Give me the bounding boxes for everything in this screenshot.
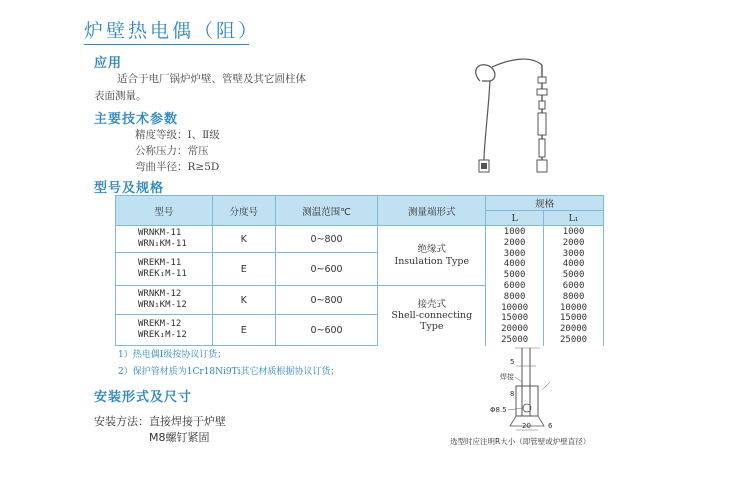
note-grade: 1）热电偶Ⅰ级按协议订货； [118, 350, 227, 360]
terminal-type-cn: 接壳式 [417, 299, 447, 311]
model-code: WREK₁M-12 [138, 330, 187, 341]
l-value: 4000 [503, 259, 526, 270]
thermocouple-illustration [470, 55, 560, 185]
l-value: 5000 [503, 270, 526, 281]
model-cell [116, 315, 213, 346]
col-graduation-header: 分度号 [212, 196, 275, 226]
l-value: 25000 [501, 334, 529, 345]
page-title: 炉壁热电偶（阻） [84, 20, 261, 42]
drawing-caption: 选型时应注明R大小（即管壁或炉壁直径） [450, 437, 591, 446]
model-code: WREKM-11 [138, 258, 182, 268]
range-cell: 0~600 [275, 253, 378, 286]
weld-label: 焊接 [500, 373, 514, 381]
model-code: WRNKM-11 [138, 228, 182, 238]
l1-value: 1000 [562, 227, 585, 237]
terminal-type-en: Type [420, 321, 444, 333]
l-value: 3000 [503, 248, 526, 259]
dim-5-label: 5 [510, 358, 515, 366]
graduation-cell: E [212, 253, 275, 286]
graduation-cell: K [212, 286, 275, 315]
install-heading: 安装形式及尺寸 [94, 390, 193, 405]
bend-radius-param: 弯曲半径：R≥5D [135, 161, 220, 173]
graduation-cell: E [212, 315, 275, 346]
install-screw: M8螺钉紧固 [149, 431, 210, 444]
terminal-type-en: Insulation Type [394, 255, 470, 267]
l-value: 8000 [503, 291, 526, 302]
col-l-header: L [486, 211, 544, 226]
model-code: WREKM-12 [138, 319, 182, 330]
table-row [116, 226, 604, 253]
models-heading: 型号及规格 [94, 181, 165, 196]
graduation-cell: K [212, 226, 275, 253]
l1-value: 15000 [559, 313, 588, 324]
l-value: 1000 [503, 227, 526, 237]
terminal-cell-insulated [378, 226, 486, 286]
range-cell: 0~800 [275, 286, 378, 315]
model-code: WRN₁KM-12 [138, 300, 187, 311]
tech-heading: 主要技术参数 [94, 112, 179, 127]
note-material: 2）保护管材质为1Cr18Ni9Ti其它材质根据协议订货； [118, 367, 340, 377]
l1-value: 3000 [562, 248, 585, 259]
application-text-line1: 适合于电厂锅炉炉壁、管壁及其它圆柱体 [117, 73, 306, 85]
l-value: 20000 [501, 324, 529, 335]
terminal-type-en: Shell-connecting [391, 310, 473, 322]
l1-value: 25000 [559, 334, 588, 345]
l1-value: 20000 [559, 324, 588, 335]
dim-phi-label: Φ8.5 [490, 406, 507, 414]
col-l1-header: L₁ [544, 211, 604, 226]
terminal-type-cn: 绝缘式 [417, 243, 447, 255]
model-cell [116, 253, 213, 286]
model-spec-table [115, 195, 604, 346]
terminal-cell-shell [378, 286, 486, 346]
install-method: 安装方法：直接焊接于炉壁 [94, 415, 226, 428]
accuracy-param: 精度等级：Ⅰ、Ⅱ级 [135, 129, 220, 141]
dim-8-label: 8 [510, 390, 515, 398]
application-text-line2: 表面测量。 [94, 90, 147, 102]
dim-20-label: 20 [522, 422, 531, 430]
l1-value: 8000 [562, 291, 585, 302]
col-range-header: 测温范围℃ [275, 196, 378, 226]
l1-value: 4000 [562, 259, 585, 270]
l1-value: 10000 [559, 302, 588, 313]
l1-value: 6000 [562, 280, 585, 291]
l-value: 6000 [503, 280, 526, 291]
l1-value: 5000 [562, 270, 585, 281]
l-value: 15000 [501, 313, 529, 324]
l1-value: 2000 [562, 237, 585, 248]
model-code: WREK₁M-11 [138, 269, 187, 279]
dim-6-label: 6 [548, 422, 553, 430]
model-cell [116, 286, 213, 315]
l-value: 10000 [501, 302, 529, 313]
model-cell [116, 226, 213, 253]
range-cell: 0~800 [275, 226, 378, 253]
installation-drawing [470, 346, 580, 438]
col-terminal-header: 测量端形式 [378, 196, 486, 226]
l1-values-cell [544, 226, 604, 346]
range-cell: 0~600 [275, 315, 378, 346]
model-code: WRNKM-12 [138, 289, 182, 300]
pressure-param: 公称压力：常压 [135, 145, 209, 157]
application-heading: 应用 [94, 56, 123, 71]
model-code: WRN₁KM-11 [138, 239, 187, 249]
l-value: 2000 [503, 237, 526, 248]
l-values-cell [486, 226, 544, 346]
title-underline [84, 44, 249, 45]
col-spec-header: 规格 [486, 196, 604, 211]
col-model-header: 型号 [116, 196, 213, 226]
